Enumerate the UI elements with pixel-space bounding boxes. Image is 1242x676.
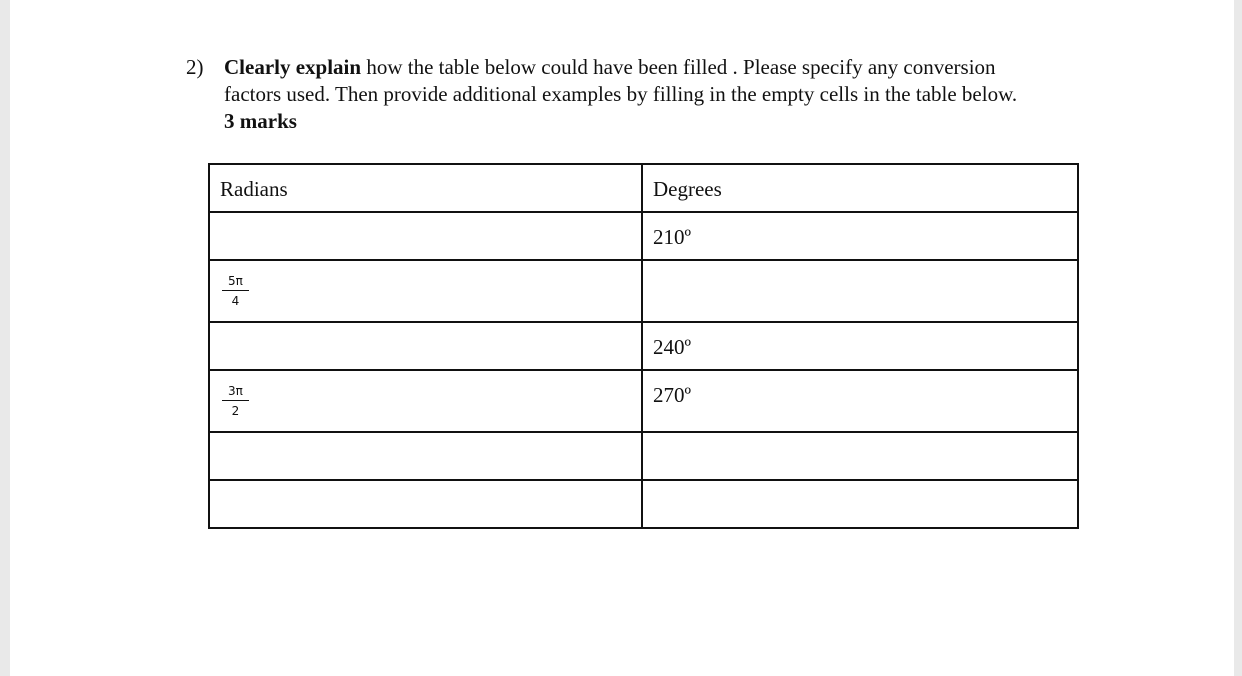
radians-cell[interactable] xyxy=(209,212,642,260)
radians-cell[interactable] xyxy=(209,432,642,480)
question-emphasis: Clearly explain xyxy=(224,55,362,79)
degrees-cell[interactable]: 210º xyxy=(642,212,1078,260)
question-marks: 3 marks xyxy=(224,109,297,133)
table-row xyxy=(209,480,1078,528)
question-text xyxy=(224,54,1084,135)
table-row xyxy=(209,212,1078,260)
question-line-1-rest: how the table below could have been filled . Please specify any conversion xyxy=(361,55,996,79)
fraction-numerator: 5π xyxy=(222,274,249,291)
table-row xyxy=(209,322,1078,370)
question-line-2: factors used. Then provide additional examples by filling in the empty cells in the table below. xyxy=(224,82,1018,106)
degrees-cell[interactable] xyxy=(642,260,1078,322)
header-radians: Radians xyxy=(209,164,642,212)
conversion-table xyxy=(208,163,1079,529)
radians-cell[interactable] xyxy=(209,480,642,528)
question-number: 2) xyxy=(186,55,204,79)
fraction-denominator: 4 xyxy=(231,294,240,308)
degrees-cell[interactable]: 240º xyxy=(642,322,1078,370)
radians-fraction xyxy=(222,274,249,308)
degrees-cell[interactable] xyxy=(642,480,1078,528)
fraction-numerator: 3π xyxy=(222,384,249,401)
degrees-cell[interactable] xyxy=(642,432,1078,480)
table-row xyxy=(209,432,1078,480)
radians-cell[interactable] xyxy=(209,260,642,322)
radians-fraction xyxy=(222,384,249,418)
radians-cell[interactable] xyxy=(209,370,642,432)
table-row xyxy=(209,370,1078,432)
radians-cell[interactable] xyxy=(209,322,642,370)
degrees-cell[interactable]: 270º xyxy=(642,370,1078,432)
table-header-row xyxy=(209,164,1078,212)
table-row xyxy=(209,260,1078,322)
fraction-denominator: 2 xyxy=(231,404,240,418)
question-line-1 xyxy=(224,54,1084,81)
header-degrees: Degrees xyxy=(642,164,1078,212)
